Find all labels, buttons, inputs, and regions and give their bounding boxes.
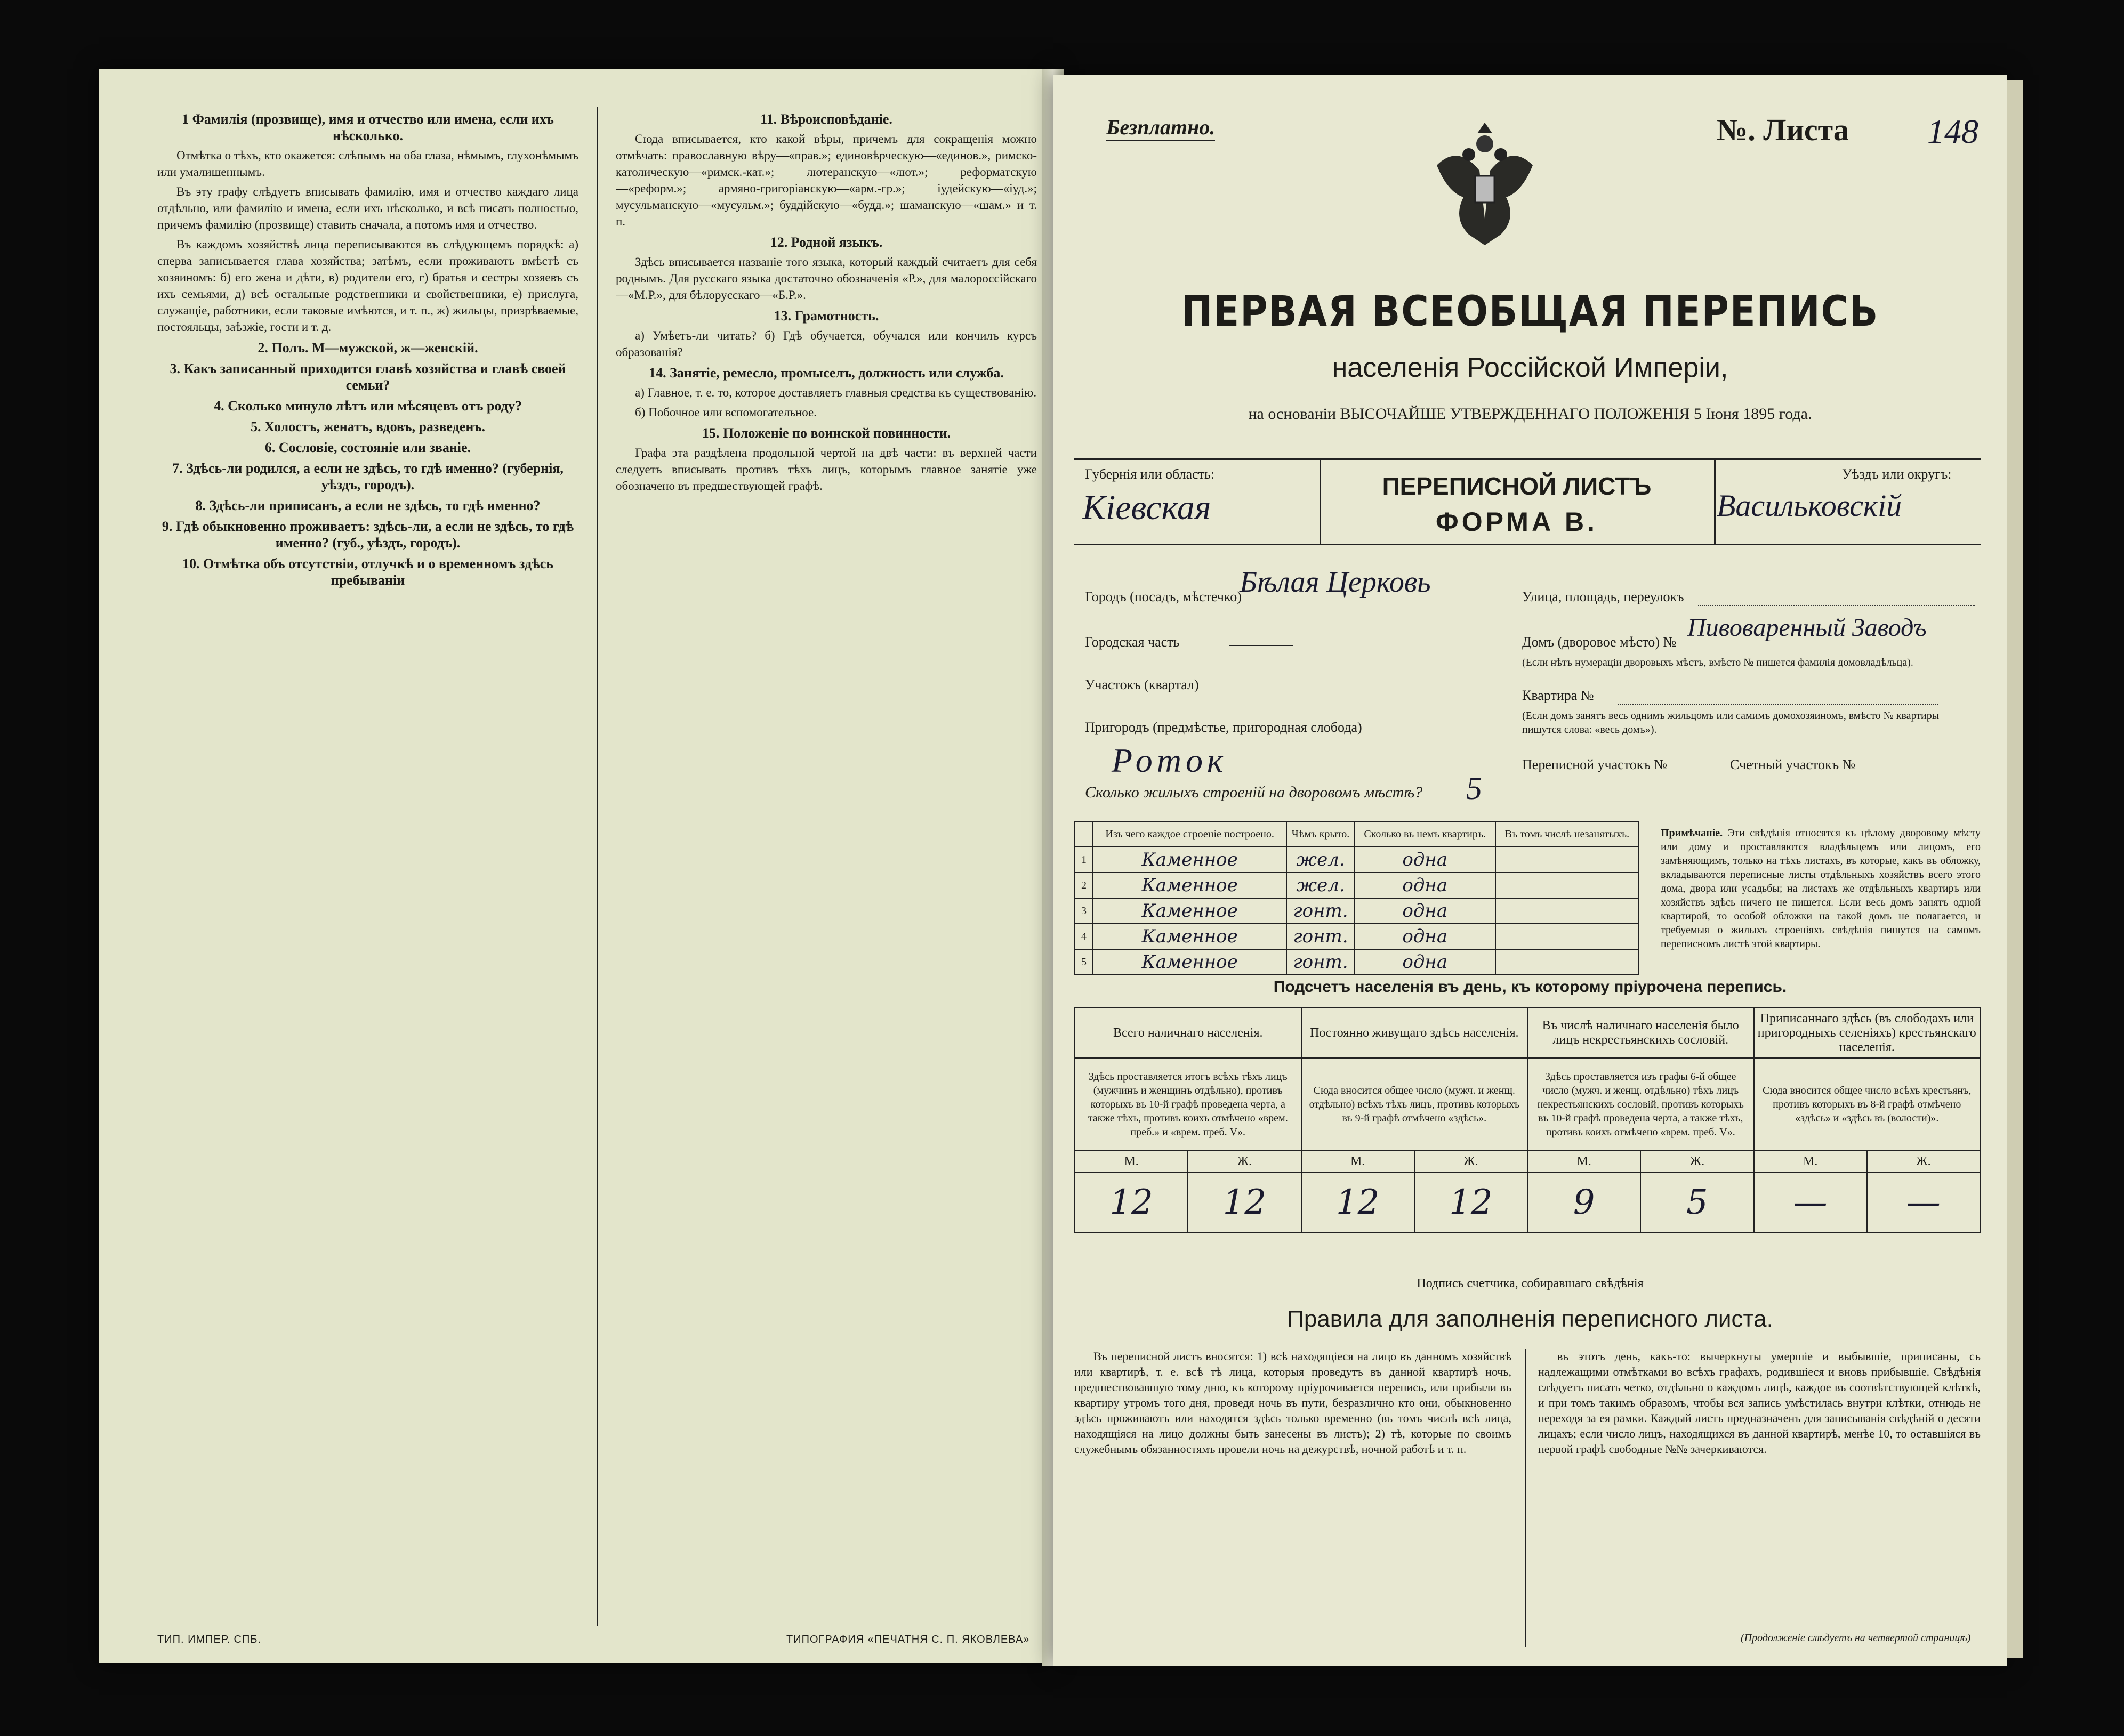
subtitle: населенія Россійской Имперіи, [1332, 352, 1728, 383]
section-heading: 4. Сколько минуло лѣтъ или мѣсяцевъ отъ роду? [214, 398, 522, 414]
count-header: Всего наличнаго населенія. [1075, 1008, 1301, 1058]
section-heading: 15. Положеніе по воинской повинности. [702, 425, 951, 441]
buildings-header: Изъ чего каждое строеніе построено. [1093, 821, 1286, 847]
table-row [1075, 898, 1639, 924]
sheet-number-label: №. Листа [1717, 112, 1849, 147]
uezd-value: Васильковскій [1717, 488, 1902, 523]
printer-right: ТИПОГРАФИЯ «ПЕЧАТНЯ С. П. ЯКОВЛЕВА» [786, 1634, 1030, 1645]
signature-label: Подпись счетчика, собиравшаго свѣдѣнія [1417, 1277, 1644, 1290]
section-paragraph: Въ каждомъ хозяйствѣ лица переписываются въ слѣдующемъ порядкѣ: а) сперва записывается глава хозяйства; затѣмъ, если проживаютъ вмѣстѣ съ хозяиномъ: б) его жена и дѣти, в) родители его, г) братья и сестры хозяевъ съ ихъ семьями, д) всѣ остальные родственники и свойственники, е) прислуга, служащіе, работники, если таковые имѣются, и т. п., ж) жильцы, призрѣваемые, постояльцы, заѣзжіе, гости и т. д. [157, 238, 578, 334]
buildings-cell: одна [1355, 949, 1495, 975]
kv-label: Квартира № [1522, 688, 1594, 703]
section-heading: 11. Вѣроисповѣданіе. [760, 111, 892, 127]
count-header: Приписаннаго здѣсь (въ слободахъ или пригородныхъ селеніяхъ) крестьянскаго населенія. [1754, 1008, 1981, 1058]
section-heading: 12. Родной языкъ. [770, 235, 883, 250]
dom-label: Домъ (дворовое мѣсто) № [1522, 634, 1677, 650]
buildings-cell: гонт. [1286, 924, 1355, 949]
buildings-cell: 1 [1075, 847, 1093, 873]
sheet-number-handwritten: 148 [1927, 112, 1978, 150]
buildings-cell [1495, 873, 1639, 898]
section-heading: 2. Полъ. М—мужской, ж—женскій. [258, 340, 478, 356]
rules-text-1: Въ переписной листъ вносятся: 1) всѣ находящіеся на лицо въ данномъ хозяйствѣ или квартирѣ, т. е. всѣ тѣ лица, которыя проведутъ въ данной квартирѣ ночь, предшествовавшую тому дню, къ которому пріурочивается перепись, или прибыли въ квартиру утромъ того дня, проведя ночь въ пути, безразлично кто они, обыкновенно здѣсь проживаютъ или находятся здѣсь только временно (въ томъ числѣ всѣ лица, находящіяся на лицо должны быть занесены въ листъ); 2) тѣ, которые по своимъ служебнымъ обязанностямъ провели ночь на дежурствѣ, ночной работѣ и т. п. [1074, 1350, 1511, 1456]
sheet-form: ФОРМА В. [1436, 507, 1598, 537]
table-row [1075, 873, 1639, 898]
section-heading: 10. Отмѣтка объ отсутствіи, отлучкѣ и о временномъ здѣсь пребываніи [182, 556, 553, 588]
count-value: 12 [1301, 1172, 1414, 1233]
census-district-label: Переписной участокъ № [1522, 757, 1668, 772]
buildings-cell [1495, 949, 1639, 975]
form-top-rule [1074, 458, 1981, 460]
uezd-divider [1714, 458, 1716, 544]
buildings-header [1075, 821, 1093, 847]
rules-text-2: въ этотъ день, какъ-то: вычеркнуты умершіе и выбывшіе, приписаны, съ надлежащими отмѣтками во всѣхъ графахъ, родившіеся и вновь прибывшіе. Свѣдѣнія слѣдуетъ писать четко, отдѣльно о каждомъ лицѣ, каждое въ соотвѣтствующей клѣткѣ, и при томъ такимъ образомъ, чтобы вся запись умѣстилась внутри клѣтки, отнюдь не переходя за ея рамки. Каждый листъ предназначенъ для записыванія свѣдѣній о десяти лицахъ; если число лицъ, находящихся въ данной квартирѣ, менѣе 10, то оставшіяся въ первой графѣ свободные №№ зачеркиваются. [1538, 1350, 1981, 1456]
section-heading: 14. Занятіе, ремесло, промыселъ, должность или служба. [649, 365, 1004, 381]
note-title: Примѣчаніе. [1661, 827, 1723, 839]
buildings-label: Сколько жилыхъ строеній на дворовомъ мѣстѣ? [1085, 784, 1423, 801]
buildings-cell: одна [1355, 847, 1495, 873]
buildings-cell: 4 [1075, 924, 1093, 949]
rules-continued: (Продолженіе слѣдуетъ на четвертой страницѣ) [1741, 1632, 1971, 1644]
section-paragraph: а) Умѣетъ-ли читать? б) Гдѣ обучается, обучался или кончилъ курсъ образованія? [616, 329, 1037, 359]
imperial-eagle-icon [1426, 112, 1543, 251]
section-heading: 5. Холостъ, женатъ, вдовъ, разведенъ. [251, 419, 485, 434]
count-desc: Здѣсь проставляется изъ графы 6-й общее число (мужч. и женщ. отдѣльно) тѣхъ лицъ некрестьянскихъ сословій, противъ которыхъ въ 10-й графѣ проведена черта, а также тѣхъ, противъ коихъ отмѣчено «врем. преб. V». [1527, 1058, 1754, 1151]
buildings-table [1074, 821, 1639, 975]
count-desc: Здѣсь проставляется итогъ всѣхъ тѣхъ лицъ (мужчинъ и женщинъ отдѣльно), противъ которыхъ въ 10-й графѣ проведена черта, а также тѣхъ, противъ коихъ отмѣчено «врем. преб.» и «врем. преб. V». [1075, 1058, 1301, 1151]
rules-title: Правила для заполненія переписного листа. [1287, 1306, 1773, 1332]
buildings-cell: гонт. [1286, 898, 1355, 924]
buildings-cell: одна [1355, 873, 1495, 898]
count-value: 5 [1640, 1172, 1753, 1233]
kv-line [1618, 704, 1938, 705]
count-value: — [1754, 1172, 1867, 1233]
buildings-cell: 2 [1075, 873, 1093, 898]
buildings-cell: 3 [1075, 898, 1093, 924]
rules-col-2 [1538, 1349, 1981, 1626]
note-text: Эти свѣдѣнія относятся къ цѣлому дворовому мѣсту или дому и проставляются владѣльцемъ или лицомъ, его замѣняющимъ, только на тѣхъ листахъ, въ которые, какъ въ обложку, вкладываются переписные листы отдѣльныхъ хозяйствъ всего этого дома, двора или усадьбы; на листахъ же отдѣльныхъ квартиръ или хозяйствъ здѣсь ничего не пишется. Если весь домъ занятъ одной квартирой, то особой обложки на такой домъ не полагается, и требуемыя о жилыхъ строеніяхъ свѣдѣнія пишутся на самомъ переписномъ листѣ этой квартиры. [1661, 827, 1981, 950]
section-paragraph: Графа эта раздѣлена продольной чертой на двѣ части: въ верхней части следуетъ вписывать противъ тѣхъ лицъ, которымъ главное занятіе уже обозначено въ предшествующей графѣ. [616, 446, 1037, 492]
count-value: — [1867, 1172, 1980, 1233]
street-line [1698, 605, 1975, 606]
buildings-header: Въ томъ числѣ незанятыхъ. [1495, 821, 1639, 847]
section-heading: 6. Сословіе, состояніе или званіе. [264, 440, 471, 455]
guberniya-label: Губернія или область: [1085, 466, 1215, 482]
count-value: 12 [1075, 1172, 1188, 1233]
count-desc: Сюда вносится общее число всѣхъ крестьянъ, противъ которыхъ въ 8-й графѣ отмѣчено «здѣсь» и «здѣсь въ (волости)». [1754, 1058, 1981, 1151]
rules-col-1 [1074, 1349, 1511, 1647]
buildings-cell: гонт. [1286, 949, 1355, 975]
buildings-cell: жел. [1286, 847, 1355, 873]
female-label: Ж. [1188, 1151, 1301, 1172]
section-heading: 13. Грамотность. [774, 308, 879, 324]
table-row [1075, 847, 1639, 873]
section-heading: 8. Здѣсь-ли приписанъ, а если не здѣсь, то гдѣ именно? [195, 498, 541, 513]
section-paragraph: Сюда вписывается, кто какой вѣры, причемъ для сокращенія можно отмѣчать: православную вѣру—«прав.»; единовѣрческую—«единов.», римско-католическую—«римск.-кат.»; лютеранскую—«лют.»; реформатскую—«реформ.»; армяно-григоріанскую—«арм.-гр.»; іудейскую—«іуд.»; мусульманскую—«мусульм.»; буддійскую—«будд.»; шаманскую—«шам.» и т. п. [616, 132, 1037, 228]
section-paragraph: а) Главное, т. е. то, которое доставляетъ главныя средства къ существованію. [635, 386, 1037, 399]
street-label: Улица, площадь, переулокъ [1522, 589, 1684, 604]
male-label: М. [1301, 1151, 1414, 1172]
buildings-header: Сколько въ немъ квартиръ. [1355, 821, 1495, 847]
buildings-cell [1495, 924, 1639, 949]
count-title: Подсчетъ населенія въ день, къ которому пріурочена перепись. [1273, 978, 1787, 996]
section-heading: 7. Здѣсь-ли родился, а если не здѣсь, то гдѣ именно? (губернія, уѣздъ, городъ). [172, 461, 564, 492]
count-district-label: Счетный участокъ № [1730, 757, 1856, 772]
column-divider [597, 107, 598, 1626]
section-paragraph: Отмѣтка о тѣхъ, кто окажется: слѣпымъ на оба глаза, нѣмымъ, глухонѣмымъ или умалишеннымъ. [157, 149, 578, 179]
suburb-label: Пригородъ (предмѣстье, пригородная слобода) [1085, 720, 1362, 735]
district-label: Городская часть [1085, 634, 1180, 650]
rules-divider [1525, 1349, 1526, 1647]
dom-note: (Если нѣтъ нумераціи дворовыхъ мѣстъ, вмѣсто № пишется фамилія домовладѣльца). [1522, 657, 1913, 668]
free-label: Безплатно. [1106, 115, 1215, 141]
count-value: 12 [1414, 1172, 1527, 1233]
count-header: Въ числѣ наличнаго населенія было лицъ некрестьянскихъ сословій. [1527, 1008, 1754, 1058]
section-heading: 3. Какъ записанный приходится главѣ хозяйства и главѣ своей семьи? [170, 361, 566, 393]
buildings-cell: одна [1355, 898, 1495, 924]
section-label: Участокъ (квартал) [1085, 677, 1199, 692]
count-value: 9 [1527, 1172, 1640, 1233]
guberniya-value: Кіевская [1082, 488, 1211, 527]
count-table [1074, 1007, 1981, 1233]
table-row [1075, 949, 1639, 975]
left-column-1 [157, 107, 578, 1626]
section-heading: 1 Фамилія (прозвище), имя и отчество или имена, если ихъ нѣсколько. [182, 111, 554, 143]
kv-note: (Если домъ занятъ весь однимъ жильцомъ или самимъ домохозяиномъ, вмѣсто № квартиры пишутся слова: «весь домъ»). [1522, 710, 1940, 736]
basis-line: на основаніи ВЫСОЧАЙШЕ УТВЕРЖДЕННАГО ПОЛОЖЕНІЯ 5 Іюня 1895 года. [1248, 405, 1812, 423]
printer-left: ТИП. ИМПЕР. СПБ. [157, 1634, 262, 1645]
section-paragraph: Въ эту графу слѣдуетъ вписывать фамилію, имя и отчество каждаго лица отдѣльно, или фамилію и имена, если ихъ нѣсколько, и всѣ писать полностью, причемъ фамилію (прозвище) ставить сначала, а потомъ имя и отчество. [157, 185, 578, 231]
buildings-cell: Каменное [1093, 873, 1286, 898]
count-value: 12 [1188, 1172, 1301, 1233]
form-header-bottom [1074, 544, 1981, 545]
buildings-cell: одна [1355, 924, 1495, 949]
right-page [1053, 75, 2007, 1666]
male-label: М. [1754, 1151, 1867, 1172]
section-paragraph: Здѣсь вписывается названіе того языка, который каждый считаетъ для себя роднымъ. Для русскаго языка достаточно обозначенія «Р.», для малороссійскаго—«М.Р.», для бѣлорусскаго—«Б.Р.». [616, 255, 1037, 302]
buildings-cell: жел. [1286, 873, 1355, 898]
city-value: Бѣлая Церковь [1240, 566, 1431, 599]
count-header: Постоянно живущаго здѣсь населенія. [1301, 1008, 1528, 1058]
page-edge [2007, 80, 2023, 1658]
buildings-cell: Каменное [1093, 924, 1286, 949]
female-label: Ж. [1640, 1151, 1753, 1172]
sheet-title: ПЕРЕПИСНОЙ ЛИСТЪ [1382, 472, 1652, 500]
district-line [1229, 645, 1293, 646]
buildings-cell: Каменное [1093, 847, 1286, 873]
left-column-2 [616, 107, 1037, 1626]
buildings-header: Чѣмъ крыто. [1286, 821, 1355, 847]
section-heading: 9. Гдѣ обыкновенно проживаетъ: здѣсь-ли, а если не здѣсь, то гдѣ именно? (губ., уѣздъ, городъ). [162, 519, 574, 551]
male-label: М. [1075, 1151, 1188, 1172]
buildings-cell [1495, 898, 1639, 924]
male-label: М. [1527, 1151, 1640, 1172]
female-label: Ж. [1867, 1151, 1980, 1172]
count-desc: Сюда вносится общее число (мужч. и женщ. отдѣльно) всѣхъ тѣхъ лицъ, противъ которыхъ въ 9-й графѣ отмѣчено «здѣсь». [1301, 1058, 1528, 1151]
uezd-label: Уѣздъ или округъ: [1842, 466, 1952, 482]
female-label: Ж. [1414, 1151, 1527, 1172]
buildings-cell: Каменное [1093, 949, 1286, 975]
buildings-cell: Каменное [1093, 898, 1286, 924]
buildings-cell: 5 [1075, 949, 1093, 975]
buildings-value: 5 [1466, 771, 1482, 806]
table-row [1075, 924, 1639, 949]
suburb-value: Роток [1112, 741, 1227, 779]
main-title: ПЕРВАЯ ВСЕОБЩАЯ ПЕРЕПИСЬ [1181, 288, 1879, 336]
buildings-cell [1495, 847, 1639, 873]
left-page [99, 69, 1053, 1663]
city-label: Городъ (посадъ, мѣстечко) [1085, 589, 1242, 604]
dom-value: Пивоваренный Заводъ [1687, 613, 1927, 642]
section-paragraph: б) Побочное или вспомогательное. [635, 406, 817, 419]
note-block [1661, 826, 1981, 951]
